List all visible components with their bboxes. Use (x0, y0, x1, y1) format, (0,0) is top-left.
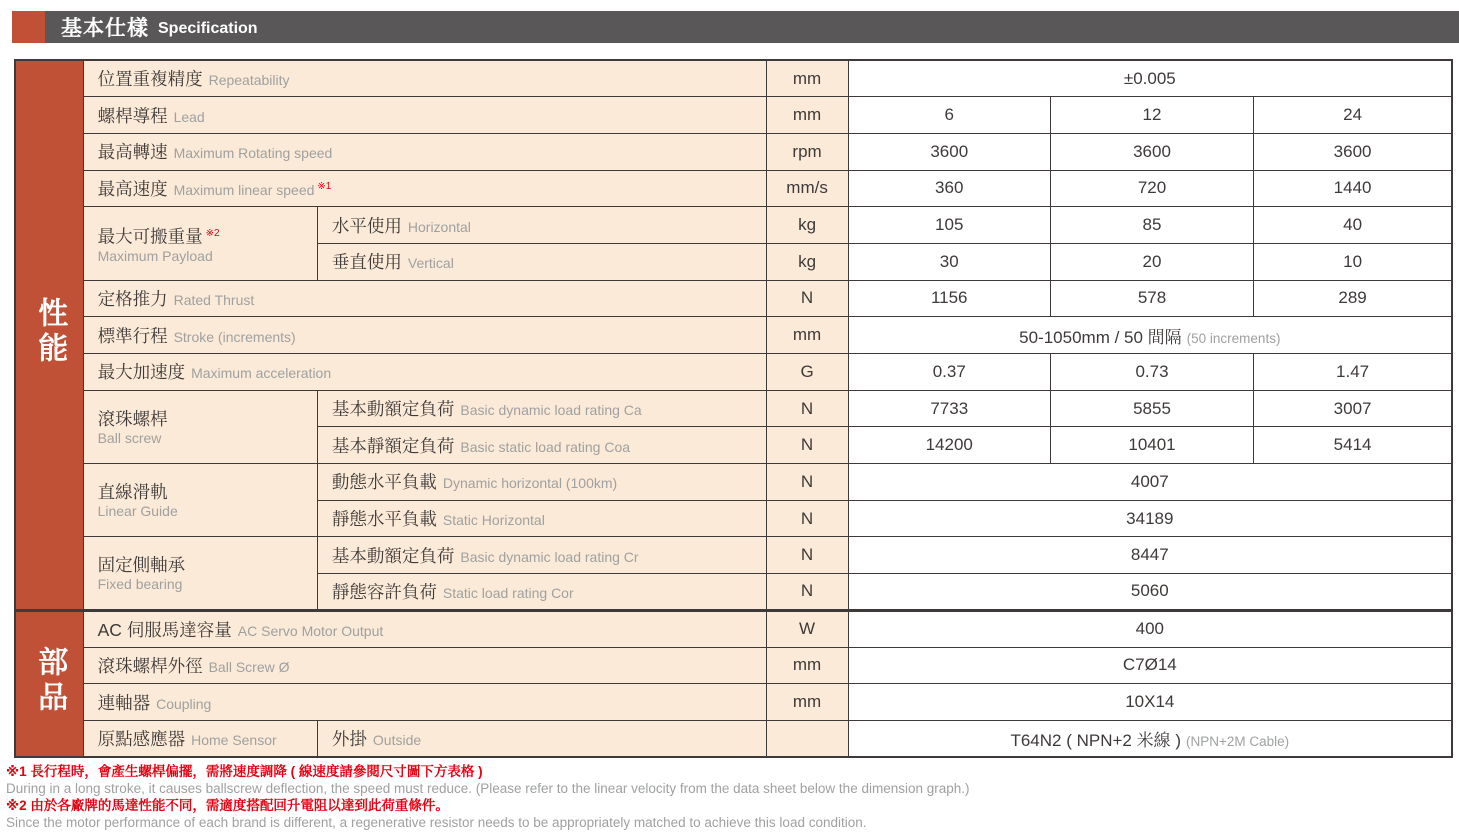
value-suffix: (NPN+2M Cable) (1185, 733, 1290, 749)
unit-cell: kg (766, 243, 848, 280)
value-text: 50-1050mm / 50 間隔 (1019, 327, 1182, 347)
value-cell: 10 (1254, 243, 1452, 280)
unit-cell: N (766, 537, 848, 574)
label-en: Coupling (156, 695, 212, 712)
label-zh: 垂直使用 (331, 252, 402, 273)
label-zh: 水平使用 (331, 215, 402, 236)
group-label-en: Maximum Payload (97, 247, 213, 264)
unit-cell: mm (766, 684, 848, 721)
label-zh: 原點感應器 (97, 728, 186, 749)
value-cell: 5414 (1254, 427, 1452, 464)
label-zh: 基本動額定負荷 (331, 545, 455, 566)
sub-label (317, 500, 766, 537)
row-label (83, 60, 766, 97)
group-label (83, 464, 317, 537)
table-row (15, 97, 1452, 134)
group-label-en: Ball screw (97, 429, 162, 446)
value-cell: 4007 (848, 464, 1452, 501)
group-label (83, 207, 317, 280)
unit-cell: mm (766, 60, 848, 97)
row-label (83, 133, 766, 170)
group-label-zh: 最大可搬重量 (97, 226, 203, 247)
label-en: Repeatability (208, 72, 290, 89)
table-row (15, 60, 1452, 97)
value-cell (848, 317, 1452, 354)
table-row (15, 354, 1452, 391)
value-cell (848, 720, 1452, 757)
table-row (15, 720, 1452, 757)
performance-vertical-label: 性能 (33, 297, 67, 368)
value-cell: 40 (1254, 207, 1452, 244)
table-row (15, 537, 1452, 574)
label-en: Maximum linear speed (173, 181, 315, 198)
label-zh: 定格推力 (97, 288, 168, 309)
value-cell: 5855 (1050, 390, 1253, 427)
sub-label (317, 390, 766, 427)
label-zh: 最高速度 (97, 178, 168, 199)
table-row (15, 280, 1452, 317)
label-en: Ball Screw Ø (208, 658, 290, 675)
label-zh: 連軸器 (97, 692, 151, 713)
footnote-1-en: During in a long stroke, it causes ballscrew deflection, the speed must reduce. (Please refer to the linear velocity from the data sheet below the dimension graph.) (6, 781, 970, 796)
row-label (83, 354, 766, 391)
specification-table (14, 59, 1453, 758)
value-cell: 85 (1050, 207, 1253, 244)
unit-cell: mm/s (766, 170, 848, 207)
value-cell: 12 (1050, 97, 1253, 134)
row-label (83, 170, 766, 207)
unit-cell (766, 720, 848, 757)
footnotes (6, 763, 1446, 831)
sub-label (317, 243, 766, 280)
value-cell: 105 (848, 207, 1050, 244)
row-label (83, 720, 317, 757)
value-cell: 289 (1254, 280, 1452, 317)
value-cell: 14200 (848, 427, 1050, 464)
label-zh: 滾珠螺桿外徑 (97, 655, 203, 676)
sub-label (317, 574, 766, 611)
label-zh: 最大加速度 (97, 362, 186, 383)
label-en: Basic dynamic load rating Ca (460, 402, 642, 419)
label-en: Static load rating Cor (442, 584, 574, 601)
footnote-marker: ※2 (205, 228, 220, 240)
group-label (83, 537, 317, 610)
table-row (15, 170, 1452, 207)
value-cell: 1440 (1254, 170, 1452, 207)
label-zh: 外掛 (331, 728, 367, 749)
label-zh: 標準行程 (97, 325, 168, 346)
group-label-zh: 直線滑軌 (97, 482, 168, 503)
label-en: Rated Thrust (173, 291, 255, 308)
value-cell: 360 (848, 170, 1050, 207)
label-en: Horizontal (407, 218, 471, 235)
value-text: T64N2 ( NPN+2 米線 ) (1010, 730, 1181, 750)
group-label (83, 390, 317, 463)
group-label-zh: 滾珠螺桿 (97, 408, 168, 429)
label-en: Maximum acceleration (191, 365, 332, 382)
value-cell: 8447 (848, 537, 1452, 574)
footnote-2-zh: ※2 由於各廠牌的馬達性能不同，需適度搭配回升電阻以達到此荷重條件。 (6, 798, 449, 813)
page-title-en: Specification (158, 19, 258, 37)
label-en: Lead (173, 108, 205, 125)
label-zh: 最高轉速 (97, 142, 168, 163)
value-cell: 400 (848, 610, 1452, 647)
table-row (15, 317, 1452, 354)
value-cell: 1.47 (1254, 354, 1452, 391)
page-title-zh: 基本仕樣 (61, 17, 149, 40)
unit-cell: W (766, 610, 848, 647)
label-zh: 基本靜額定負荷 (331, 435, 455, 456)
label-en: Basic dynamic load rating Cr (460, 548, 639, 565)
value-cell: 24 (1254, 97, 1452, 134)
unit-cell: mm (766, 317, 848, 354)
value-cell: 34189 (848, 500, 1452, 537)
label-zh: 靜態水平負載 (331, 509, 437, 530)
label-zh: AC 伺服馬達容量 (97, 619, 232, 640)
label-en: Home Sensor (191, 731, 277, 748)
section-header (0, 11, 1459, 43)
value-cell: C7Ø14 (848, 647, 1452, 684)
value-cell: 5060 (848, 574, 1452, 611)
section-label-parts (15, 610, 83, 757)
value-suffix: (50 increments) (1186, 330, 1281, 346)
row-label (83, 97, 766, 134)
unit-cell: N (766, 464, 848, 501)
value-cell: 10X14 (848, 684, 1452, 721)
label-en: Basic static load rating Coa (460, 438, 631, 455)
unit-cell: N (766, 500, 848, 537)
group-label-en: Fixed bearing (97, 576, 183, 593)
table-row (15, 133, 1452, 170)
table-row (15, 610, 1452, 647)
table-row (15, 207, 1452, 244)
label-zh: 螺桿導程 (97, 105, 168, 126)
label-en: Outside (372, 731, 422, 748)
value-cell: 0.37 (848, 354, 1050, 391)
value-cell: 0.73 (1050, 354, 1253, 391)
value-cell: 3600 (1254, 133, 1452, 170)
sub-label (317, 720, 766, 757)
value-cell: 10401 (1050, 427, 1253, 464)
table-row (15, 684, 1452, 721)
unit-cell: N (766, 390, 848, 427)
table-row (15, 464, 1452, 501)
group-label-en: Linear Guide (97, 503, 178, 520)
unit-cell: rpm (766, 133, 848, 170)
accent-square (12, 11, 45, 43)
table-row (15, 647, 1452, 684)
parts-vertical-label: 部品 (33, 646, 67, 717)
value-cell: 578 (1050, 280, 1253, 317)
label-en: Dynamic horizontal (100km) (442, 475, 618, 492)
label-en: Static Horizontal (442, 512, 545, 529)
row-label (83, 647, 766, 684)
label-zh: 靜態容許負荷 (331, 581, 437, 602)
label-en: AC Servo Motor Output (237, 622, 384, 639)
sub-label (317, 207, 766, 244)
table-row (15, 390, 1452, 427)
value-cell: 3600 (1050, 133, 1253, 170)
row-label (83, 280, 766, 317)
row-label (83, 684, 766, 721)
value-cell: 20 (1050, 243, 1253, 280)
label-en: Maximum Rotating speed (173, 145, 333, 162)
label-zh: 位置重複精度 (97, 69, 203, 90)
value-cell: 720 (1050, 170, 1253, 207)
label-en: Vertical (407, 255, 454, 272)
label-zh: 動態水平負載 (331, 472, 437, 493)
unit-cell: mm (766, 647, 848, 684)
section-label-performance (15, 60, 83, 610)
value-cell: 3600 (848, 133, 1050, 170)
value-cell: 30 (848, 243, 1050, 280)
value-cell: 6 (848, 97, 1050, 134)
label-en: Stroke (increments) (173, 328, 296, 345)
unit-cell: N (766, 427, 848, 464)
value-cell: 1156 (848, 280, 1050, 317)
label-zh: 基本動額定負荷 (331, 399, 455, 420)
unit-cell: kg (766, 207, 848, 244)
sub-label (317, 537, 766, 574)
sub-label (317, 427, 766, 464)
row-label (83, 610, 766, 647)
group-label-zh: 固定側軸承 (97, 555, 186, 576)
value-cell: 7733 (848, 390, 1050, 427)
header-bar (45, 11, 1459, 43)
value-cell: 3007 (1254, 390, 1452, 427)
sub-label (317, 464, 766, 501)
footnote-2-en: Since the motor performance of each brand is different, a regenerative resistor needs to be appropriately matched to achieve this load condition. (6, 815, 867, 830)
row-label (83, 317, 766, 354)
footnote-marker: ※1 (317, 180, 332, 192)
value-cell: ±0.005 (848, 60, 1452, 97)
unit-cell: mm (766, 97, 848, 134)
unit-cell: N (766, 280, 848, 317)
unit-cell: G (766, 354, 848, 391)
unit-cell: N (766, 574, 848, 611)
footnote-1-zh: ※1 長行程時，會產生螺桿偏擺，需將速度調降 ( 線速度請參閱尺寸圖下方表格 ) (6, 764, 483, 779)
